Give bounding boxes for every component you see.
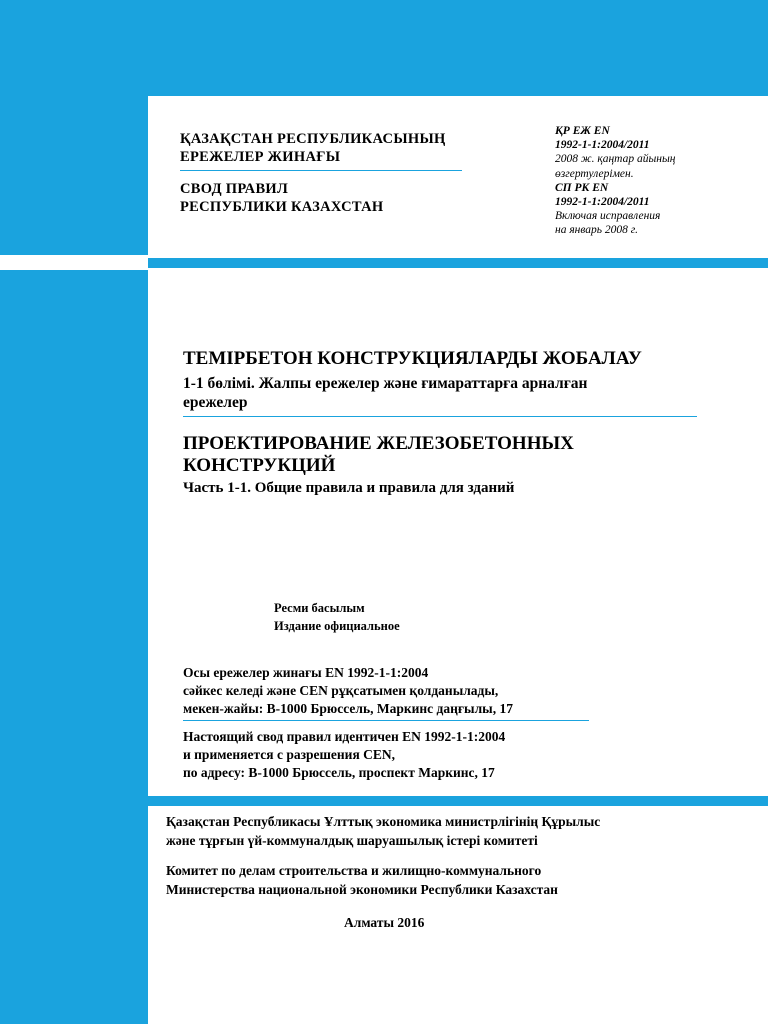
ru-collection-title: [180, 180, 383, 216]
edition-label: [274, 599, 400, 635]
ru-title-main-2: КОНСТРУКЦИЙ: [183, 455, 336, 476]
ru-code: СП РК EN: [555, 181, 609, 194]
ru-code-note-2: на январь 2008 г.: [555, 224, 638, 237]
kz-code-note-1: 2008 ж. қаңтар айының: [555, 153, 676, 166]
kz-identity-statement: [183, 664, 513, 718]
bottom-band: [148, 796, 768, 806]
kz-subtitle-line-1: 1-1 бөлімі. Жалпы ережелер және ғимараттарға арналған: [183, 375, 588, 392]
ru-identity-line-2: и применяется с разрешения CEN,: [183, 747, 395, 762]
ru-identity-statement: [183, 728, 505, 782]
header-divider: [180, 170, 462, 171]
ru-committee-line-1: Комитет по делам строительства и жилищно-коммунального: [166, 863, 542, 878]
kz-identity-line-2: сәйкес келеді және CEN рұқсатымен қолданылады,: [183, 683, 499, 698]
ru-identity-line-3: по адресу: B-1000 Брюссель, проспект Маркинс, 17: [183, 765, 495, 780]
ru-document-title: [183, 433, 574, 477]
kz-identity-line-3: мекен-жайы: B-1000 Брюссель, Маркинс даңғылы, 17: [183, 701, 513, 716]
ru-title-line-2: РЕСПУБЛИКИ КАЗАХСТАН: [180, 199, 384, 215]
left-band-bottom: [0, 270, 148, 1024]
kz-committee-line-1: Қазақстан Республикасы Ұлттық экономика министрлігінің Құрылыс: [166, 814, 601, 829]
middle-band: [148, 258, 768, 268]
city-year: Алматы 2016: [344, 915, 425, 930]
title-divider: [183, 416, 697, 417]
kz-document-subtitle: [183, 374, 587, 412]
edition-ru: Издание официальное: [274, 619, 400, 633]
code-block: [555, 124, 675, 238]
kz-collection-title: [180, 130, 446, 166]
kz-committee: [166, 812, 600, 850]
ru-identity-line-1: Настоящий свод правил идентичен EN 1992-1-1:2004: [183, 729, 506, 744]
ru-title-main-1: ПРОЕКТИРОВАНИЕ ЖЕЛЕЗОБЕТОННЫХ: [183, 433, 574, 454]
ru-title-line-1: СВОД ПРАВИЛ: [180, 181, 289, 197]
edition-kz: Ресми басылым: [274, 601, 365, 615]
kz-code-note-2: өзгертулерімен.: [555, 167, 634, 180]
kz-code-number: 1992-1-1:2004/2011: [555, 139, 650, 152]
kz-committee-line-2: және тұрғын үй-коммуналдық шаруашылық істері комитеті: [166, 833, 538, 848]
kz-subtitle-line-2: ережелер: [183, 394, 248, 411]
ru-code-number: 1992-1-1:2004/2011: [555, 196, 650, 209]
ru-committee: [166, 861, 558, 899]
ru-committee-line-2: Министерства национальной экономики Республики Казахстан: [166, 882, 558, 897]
kz-title-line-2: ЕРЕЖЕЛЕР ЖИНАҒЫ: [180, 149, 341, 165]
kz-document-title: ТЕМІРБЕТОН КОНСТРУКЦИЯЛАРДЫ ЖОБАЛАУ: [183, 348, 642, 369]
left-band-top: [0, 0, 148, 255]
kz-identity-line-1: Осы ережелер жинағы EN 1992-1-1:2004: [183, 665, 429, 680]
kz-title-line-1: ҚАЗАҚСТАН РЕСПУБЛИКАСЫНЫҢ: [180, 131, 446, 147]
top-band: [148, 0, 768, 96]
ru-document-subtitle: Часть 1-1. Общие правила и правила для зданий: [183, 480, 515, 496]
kz-code: ҚР ЕЖ EN: [555, 125, 610, 137]
identity-divider: [183, 720, 589, 721]
ru-code-note-1: Включая исправления: [555, 210, 661, 223]
